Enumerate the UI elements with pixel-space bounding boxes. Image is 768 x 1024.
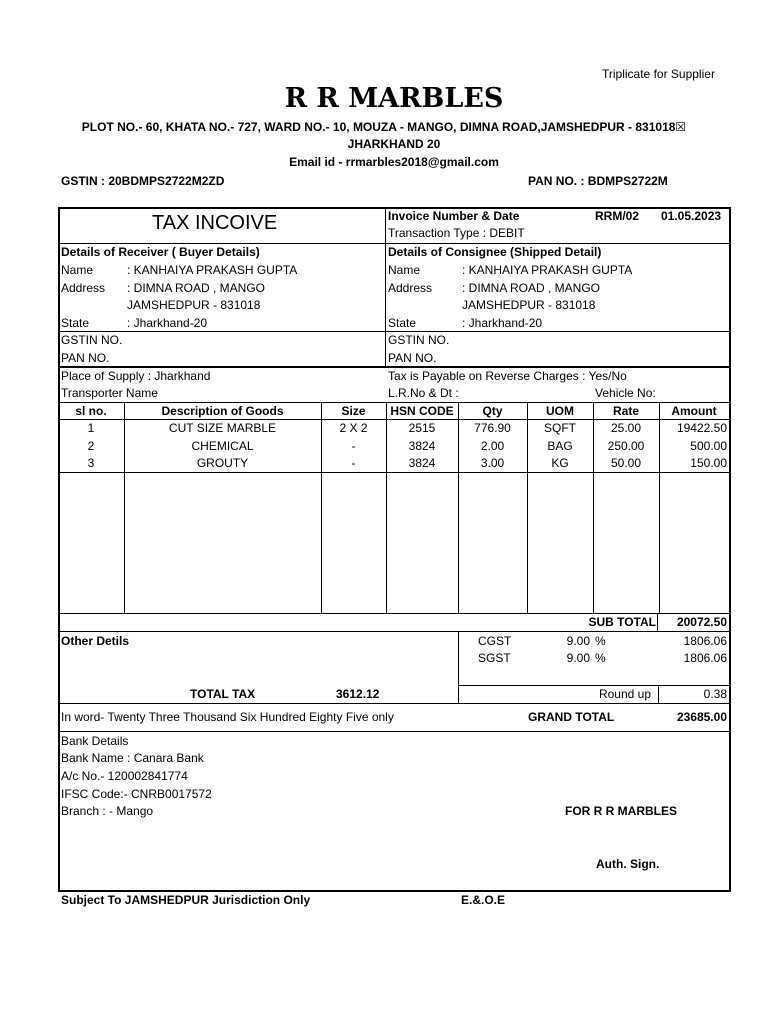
- sgst-amount: 1806.06: [683, 651, 727, 665]
- receiver-heading: Details of Receiver ( Buyer Details): [61, 245, 260, 259]
- col-header-sl: sl no.: [75, 404, 107, 418]
- cell-sl: 3: [87, 456, 95, 470]
- consignee-gstin-label: GSTIN NO.: [388, 333, 450, 347]
- amount-in-words: In word- Twenty Three Thousand Six Hundred Eighty Five only: [61, 710, 394, 724]
- col-header-rate: Rate: [612, 404, 639, 418]
- col-header-uom: UOM: [546, 404, 574, 418]
- copy-label: Triplicate for Supplier: [602, 67, 715, 81]
- cell-sl: 1: [87, 421, 95, 435]
- consignee-address-label: Address: [388, 281, 433, 295]
- cell-qty: 3.00: [480, 456, 505, 470]
- transaction-type: Transaction Type : DEBIT: [388, 226, 525, 240]
- place-of-supply: Place of Supply : Jharkhand: [61, 369, 211, 383]
- cell-hsn: 3824: [408, 456, 436, 470]
- receiver-address1: : DIMNA ROAD , MANGO: [127, 281, 266, 295]
- cell-qty: 2.00: [480, 439, 505, 453]
- company-email: Email id - rrmarbles2018@gmail.com: [289, 155, 499, 169]
- consignee-state: : Jharkhand-20: [462, 316, 543, 330]
- receiver-gstin-label: GSTIN NO.: [61, 333, 123, 347]
- col-header-description: Description of Goods: [161, 404, 284, 418]
- consignee-state-label: State: [388, 316, 417, 330]
- bank-account: A/c No.- 120002841774: [61, 769, 188, 783]
- round-up-value: 0.38: [703, 687, 727, 701]
- transporter-name: Transporter Name: [61, 386, 158, 400]
- cell-size: -: [351, 439, 356, 453]
- company-name: R R MARBLES: [284, 83, 504, 114]
- cgst-label: CGST: [478, 634, 512, 648]
- cell-rate: 25.00: [610, 421, 642, 435]
- auth-sign: Auth. Sign.: [596, 857, 660, 871]
- cell-description: CHEMICAL: [191, 439, 254, 453]
- invoice-date: 01.05.2023: [661, 209, 722, 223]
- cgst-percent: %: [595, 634, 606, 648]
- bank-ifsc: IFSC Code:- CNRB0017572: [61, 787, 212, 801]
- receiver-name: : KANHAIYA PRAKASH GUPTA: [127, 263, 298, 277]
- jurisdiction-note: Subject To JAMSHEDPUR Jurisdiction Only: [61, 893, 311, 907]
- cgst-rate: 9.00: [566, 634, 590, 648]
- vehicle-number: Vehicle No:: [595, 386, 656, 400]
- company-address-line1: PLOT NO.- 60, KHATA NO.- 727, WARD NO.- 10, MOUZA - MANGO, DIMNA ROAD,JAMSHEDPUR - 831018☒: [81, 120, 687, 134]
- invoice-number-date-label: Invoice Number & Date: [388, 209, 520, 223]
- cell-description: GROUTY: [196, 456, 249, 470]
- bank-branch: Branch : - Mango: [61, 804, 154, 818]
- other-details-label: Other Detils: [61, 634, 130, 648]
- cell-amount: 150.00: [690, 456, 727, 470]
- total-tax-value: 3612.12: [336, 687, 380, 701]
- receiver-state-label: State: [61, 316, 90, 330]
- cell-hsn: 3824: [408, 439, 436, 453]
- bank-name: Bank Name : Canara Bank: [61, 751, 204, 765]
- col-header-size: Size: [341, 404, 366, 418]
- total-tax-label: TOTAL TAX: [190, 687, 256, 701]
- cell-size: -: [351, 456, 356, 470]
- sgst-percent: %: [595, 651, 606, 665]
- invoice-title: TAX INCOIVE: [152, 212, 278, 234]
- receiver-address-label: Address: [61, 281, 106, 295]
- company-address-line2: JHARKHAND 20: [347, 137, 441, 151]
- sgst-rate: 9.00: [566, 651, 590, 665]
- lr-number: L.R.No & Dt :: [388, 386, 459, 400]
- consignee-name: : KANHAIYA PRAKASH GUPTA: [462, 263, 633, 277]
- round-up-label: Round up: [598, 687, 651, 701]
- sub-total-value: 20072.50: [676, 615, 727, 629]
- sub-total-label: SUB TOTAL: [588, 615, 656, 629]
- col-header-amount: Amount: [671, 404, 717, 418]
- cell-rate: 50.00: [610, 456, 642, 470]
- eoe-note: E.&.O.E: [461, 893, 506, 907]
- cell-rate: 250.00: [607, 439, 645, 453]
- cell-uom: SQFT: [544, 421, 576, 435]
- bank-heading: Bank Details: [61, 734, 129, 748]
- consignee-pan-label: PAN NO.: [388, 351, 437, 365]
- for-company: FOR R R MARBLES: [565, 804, 677, 818]
- receiver-address2: JAMSHEDPUR - 831018: [127, 298, 261, 312]
- reverse-charge: Tax is Payable on Reverse Charges : Yes/No: [388, 369, 627, 383]
- company-pan: PAN NO. : BDMPS2722M: [528, 174, 668, 188]
- cell-size: 2 X 2: [339, 421, 368, 435]
- cell-amount: 19422.50: [676, 421, 727, 435]
- col-header-qty: Qty: [482, 404, 503, 418]
- cell-hsn: 2515: [408, 421, 436, 435]
- receiver-name-label: Name: [61, 263, 94, 277]
- receiver-pan-label: PAN NO.: [61, 351, 110, 365]
- consignee-heading: Details of Consignee (Shipped Detail): [388, 245, 602, 259]
- cell-qty: 776.90: [474, 421, 511, 435]
- col-header-hsn: HSN CODE: [390, 404, 454, 418]
- receiver-state: : Jharkhand-20: [127, 316, 208, 330]
- grand-total-label: GRAND TOTAL: [528, 710, 615, 724]
- cell-uom: BAG: [547, 439, 573, 453]
- grand-total-value: 23685.00: [676, 710, 727, 724]
- consignee-name-label: Name: [388, 263, 421, 277]
- cell-uom: KG: [551, 456, 569, 470]
- consignee-address2: JAMSHEDPUR - 831018: [462, 298, 596, 312]
- consignee-address1: : DIMNA ROAD , MANGO: [462, 281, 601, 295]
- cell-amount: 500.00: [690, 439, 727, 453]
- company-gstin: GSTIN : 20BDMPS2722M2ZD: [61, 174, 225, 188]
- cgst-amount: 1806.06: [683, 634, 727, 648]
- invoice-number: RRM/02: [595, 209, 640, 223]
- cell-description: CUT SIZE MARBLE: [168, 421, 277, 435]
- sgst-label: SGST: [478, 651, 511, 665]
- cell-sl: 2: [87, 439, 95, 453]
